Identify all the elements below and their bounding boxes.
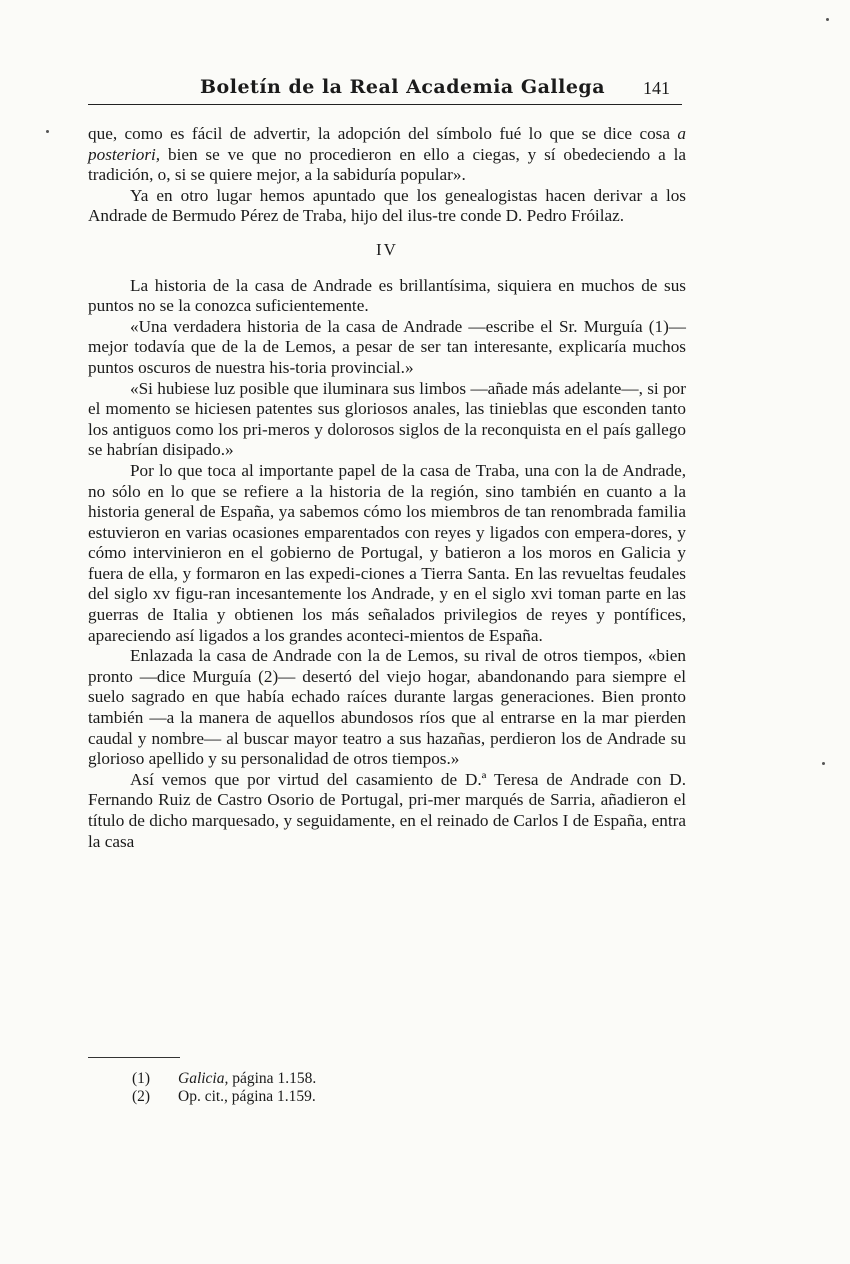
footnote-2-page: Op. cit., página 1.159. — [178, 1088, 316, 1105]
paragraph-1-italic: a posteriori, — [88, 124, 687, 164]
footnotes — [132, 1070, 316, 1106]
paragraph-1 — [88, 124, 686, 186]
scan-speck — [826, 18, 829, 21]
footnote-1-page: página 1.158. — [232, 1070, 317, 1087]
page-number: 141 — [643, 78, 670, 98]
scan-speck — [46, 130, 49, 133]
footnote-1 — [132, 1070, 316, 1088]
paragraph-8: Así vemos que por virtud del casamiento de D.ª Teresa de Andrade con D. Fernando Ruiz de Castro Osorio de Portugal, pri-mer marqués de Sarria, añadieron el título de dicho marquesado, y seguidamente, en el reinado de Carlos I de España, entra la casa — [88, 769, 686, 851]
paragraph-6: Por lo que toca al importante papel de la casa de Traba, una con la de Andrade, no sólo en lo que se refiere a la historia de la región, sino también en cuanto a la historia general de España, ya sabemos cómo los miembros de tan renombrada familia estuvieron en varias ocasiones emparentados con reyes y ligados con empera-dores, y cómo intervinieron en el gobierno de Portugal, y batieron a los moros en Galicia y fuera de ella, y formaron en las expedi-ciones a Tierra Santa. En las revueltas feudales del siglo xv figu-ran incesantemente los Andrade, y en el siglo xvi toman parte en las guerras de Italia y obtienen los más señalados privilegios de reyes y pontífices, apareciendo así ligados a los grandes aconteci-mientos de España. — [88, 460, 686, 645]
paragraph-5: «Si hubiese luz posible que iluminara sus limbos —añade más adelante—, si por el momento se hiciesen patentes sus gloriosos anales, las tinieblas que esconden tanto los antiguos como los pri-meros y dolorosos siglos de la reconquista en el país gallego se habrían disipado.» — [88, 378, 686, 460]
section-heading: IV — [376, 239, 398, 259]
footnote-2 — [132, 1088, 316, 1106]
paragraph-7: Enlazada la casa de Andrade con la de Lemos, su rival de otros tiempos, «bien pronto —dice Murguía (2)— desertó del viejo hogar, abandonando para siempre el suelo sagrado en que había echado raíces durante largas generaciones. Bien pronto también —a la manera de aquellos abundosos ríos que al entrarse en la mar pierden caudal y nombre— al buscar mayor teatro a sus hazañas, perdieron los de Andrade su glorioso apellido y su personalidad de otros tiempos.» — [88, 646, 686, 769]
footnote-2-mark: (2) — [132, 1088, 151, 1105]
scan-speck — [822, 762, 825, 765]
paragraph-1-start: que, como es fácil de advertir, la adopción del símbolo fué lo que se dice cosa — [88, 124, 670, 143]
paragraph-4: «Una verdadera historia de la casa de Andrade —escribe el Sr. Murguía (1)— mejor todavía que de la de Lemos, a pesar de ser tan interesante, explicaría muchos puntos oscuros de nuestra his-toria provincial.» — [88, 316, 686, 377]
paragraph-1-end: bien se ve que no procedieron en ello a ciegas, y sí obedeciendo a la tradición, o, si se quiere mejor, a la sabiduría popular». — [88, 144, 686, 185]
footnote-1-mark: (1) — [132, 1070, 151, 1087]
paragraph-3: La historia de la casa de Andrade es brillantísima, siquiera en muchos de sus puntos no se la conozca suficientemente. — [88, 275, 686, 316]
running-header — [88, 74, 682, 105]
footnote-1-source: Galicia, — [178, 1070, 229, 1087]
journal-title: Boletín de la Real Academia Gallega — [200, 76, 606, 98]
paragraph-2: Ya en otro lugar hemos apuntado que los genealogistas hacen derivar a los Andrade de Bermudo Pérez de Traba, hijo del ilus-tre conde D. Pedro Fróilaz. — [88, 185, 686, 226]
footnote-rule — [88, 1057, 180, 1058]
body-text — [88, 124, 686, 852]
